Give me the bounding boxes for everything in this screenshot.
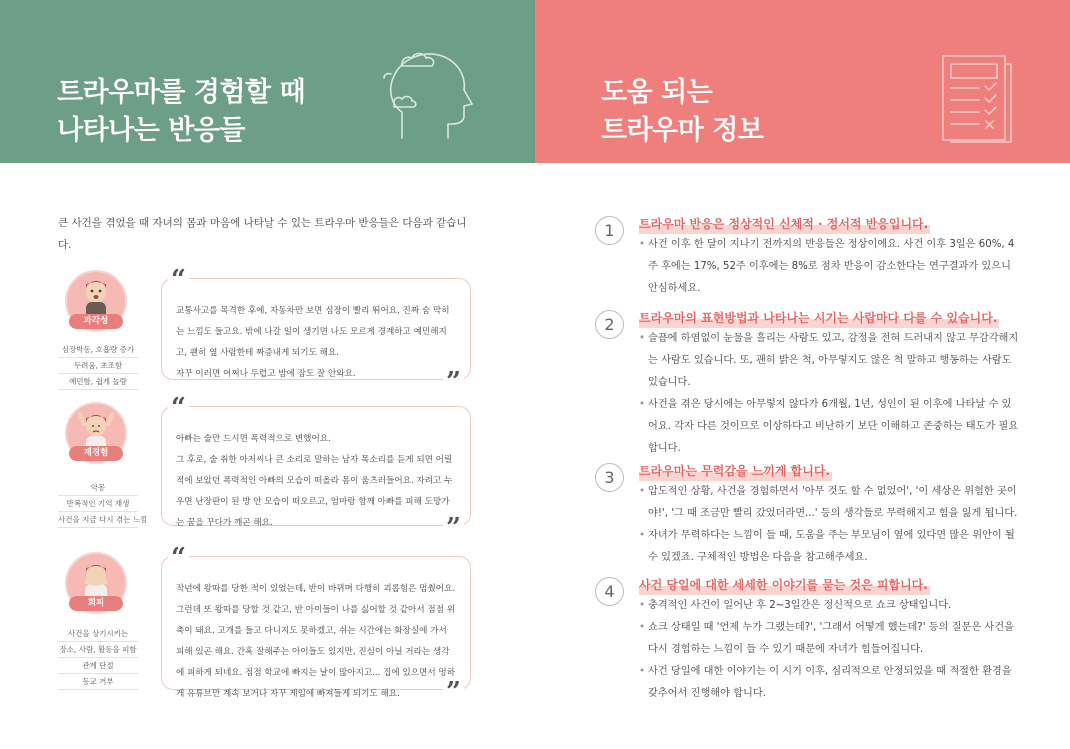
quote-text: 작년에 왕따를 당한 적이 있었는데, 반이 바뀌며 다행히 괴롭힘은 멈췄어요. 그런데 또 왕따를 당할 것 같고, 반 아이들이 나를 싫어할 것 같아서 점점 위축이 돼요. 고개를 들고 다니지도 못하겠고, 쉬는 시간에는 화장실에 가서 피해 있곤 해요. 간혹 잘해주는 아이들도 있지만, 진심이 아닐 거라는 생각에 피하게 되네요. 점점 학교에 빠지는 날이 많아지고... 집에 있으면서 멍하게 유튜브만 계속 보거나 자꾸 게임에 빠져들게 되기도 해요. [176,584,456,699]
reaction-hyperarousal [58,265,478,397]
left-banner [0,0,535,163]
bullet-item: • 자녀가 무력하다는 느낌이 들 때, 도움을 주는 부모님이 옆에 있다면 많은 위안이 될 수 있겠죠. 구체적인 방법은 다음을 참고해주세요. [639,525,1019,569]
open-quote-icon: “ [168,545,189,571]
symptom-list [58,626,138,690]
symptom-list [58,342,138,390]
bullet-item: • 사건 이후 한 달이 지나기 전까지의 반응들은 정상이에요. 사건 이후 3일은 60%, 4주 후에는 17%, 52주 이후에는 8%로 점차 반응이 감소한다는 연구결과가 있으니 안심하세요. [639,234,1019,300]
bullet-item: • 사건을 겪은 당시에는 아무렇지 않다가 6개월, 1년, 성인이 된 이후에 나타날 수 있어요. 각자 다른 것이므로 이상하다고 비난하기 보단 이해하고 존중하는 태도가 필요합니다. [639,394,1019,460]
quote-bubble [161,543,471,707]
symptom-item: 사건을 상기시키는 [58,626,138,642]
bullet-list [639,234,1019,300]
left-title-line1: 트라우마를 경험할 때 [57,77,306,108]
intro-text: 큰 사건을 겪었을 때 자녀의 몸과 마음에 나타날 수 있는 트라우마 반응들은 다음과 같습니다. [58,217,467,251]
right-title-line2: 트라우마 정보 [601,115,764,146]
symptom-item: 예민함, 쉽게 놀람 [58,374,138,390]
item-number: 1 [595,216,624,245]
quote-bubble [161,393,471,543]
quote-text: 그 후로, 술 취한 아저씨나 큰 소리로 말하는 남자 목소리를 듣게 되면 어릴 적에 보았던 폭력적인 아빠의 모습이 떠올라 몸이 움츠러들어요. 자려고 누우면 난장판이 된 방 안 모습이 떠오르고, 엄마랑 함께 아빠를 피해 도망가는 꿈을 꾸다가 깨곤 해요. [176,455,453,528]
symptom-item: 악몽 [58,480,138,496]
right-banner [535,0,1070,163]
quote-text: 교통사고를 목격한 후에, 자동차만 보면 심장이 빨리 뛰어요. 진짜 숨 막히는 느낌도 들고요. 밖에 나갈 일이 생기면 나도 모르게 경계하고 예민해지고, 괜히 옆 사람한테 짜증내게 되기도 해요. [176,306,450,358]
item-title: 사건 당일에 대한 세세한 이야기를 묻는 것은 피합니다. [639,575,930,595]
item-number: 4 [595,577,624,606]
reaction-badge: 재경험 [69,446,123,461]
symptom-list [58,480,148,528]
bullet-list [639,481,1019,569]
right-title-line1: 도움 되는 [601,77,713,108]
quote-text: 아빠는 술만 드시면 폭력적으로 변했어요. [176,434,331,444]
open-quote-icon: “ [168,395,189,421]
symptom-item: 등교 거부 [58,674,138,690]
bullet-item: • 사건 당일에 대한 이야기는 이 시기 이후, 심리적으로 안정되었을 때 적절한 환경을 갖추어서 진행해야 합니다. [639,661,1019,705]
reaction-badge: 과각성 [69,314,123,329]
item-title: 트라우마는 무력감을 느끼게 합니다. [639,461,832,481]
right-banner-title [601,74,763,150]
left-banner-title [57,74,305,150]
reaction-badge: 회피 [69,596,123,611]
symptom-item: 두려움, 초조함 [58,358,138,374]
bullet-list [639,328,1019,460]
symptom-item: 심장박동, 호흡량 증가 [58,342,138,358]
bullet-item: • 슬픔에 하염없이 눈물을 흘리는 사람도 있고, 감정을 전혀 드러내지 않고 무감각해지는 사람도 있습니다. 또, 괜히 밝은 척, 아무렇지도 않은 척 말하고 행동하는 사람도 있습니다. [639,328,1019,394]
head-with-clouds-icon [380,42,480,142]
symptom-item: 반복적인 기억 재생 [58,496,138,512]
checklist-document-icon [939,52,1015,144]
symptom-item: 장소, 사람, 활동을 피함 [58,642,138,658]
item-number: 3 [595,463,624,492]
close-quote-icon: ” [443,679,464,705]
bullet-item: • 압도적인 상황, 사건을 경험하면서 '아무 것도 할 수 없었어', '이 세상은 위험한 곳이야!', '그 때 조금만 빨리 갔었더라면...' 등의 생각들로 무력해지고 힘을 잃게 됩니다. [639,481,1019,525]
left-title-line2: 나타나는 반응들 [57,115,245,146]
item-title: 트라우마 반응은 정상적인 신체적 · 정서적 반응입니다. [639,214,930,234]
symptom-item: 관계 단절 [58,658,138,674]
open-quote-icon: “ [168,267,189,293]
close-quote-icon: ” [443,515,464,541]
reaction-avoidance [58,543,478,707]
item-title: 트라우마의 표현방법과 나타나는 시기는 사람마다 다를 수 있습니다. [639,308,999,328]
reaction-reexperience [58,393,478,543]
bullet-list [639,595,1019,705]
close-quote-icon: ” [443,369,464,395]
bullet-item: • 충격적인 사건이 일어난 후 2~3일간은 정신적으로 쇼크 상태입니다. [639,595,1019,617]
quote-text: 자꾸 이러면 어쩌나 두렵고 밤에 잠도 잘 안와요. [176,369,356,379]
quote-bubble [161,265,471,397]
item-number: 2 [595,310,624,339]
symptom-item: 사건을 지금 다시 겪는 느낌 [58,512,138,528]
bullet-item: • 쇼크 상태일 때 '언제 누가 그랬는데?', '그래서 어떻게 했는데?' 등의 질문은 사건을 다시 경험하는 느낌이 들 수 있기 때문에 자녀가 힘들어집니다. [639,617,1019,661]
